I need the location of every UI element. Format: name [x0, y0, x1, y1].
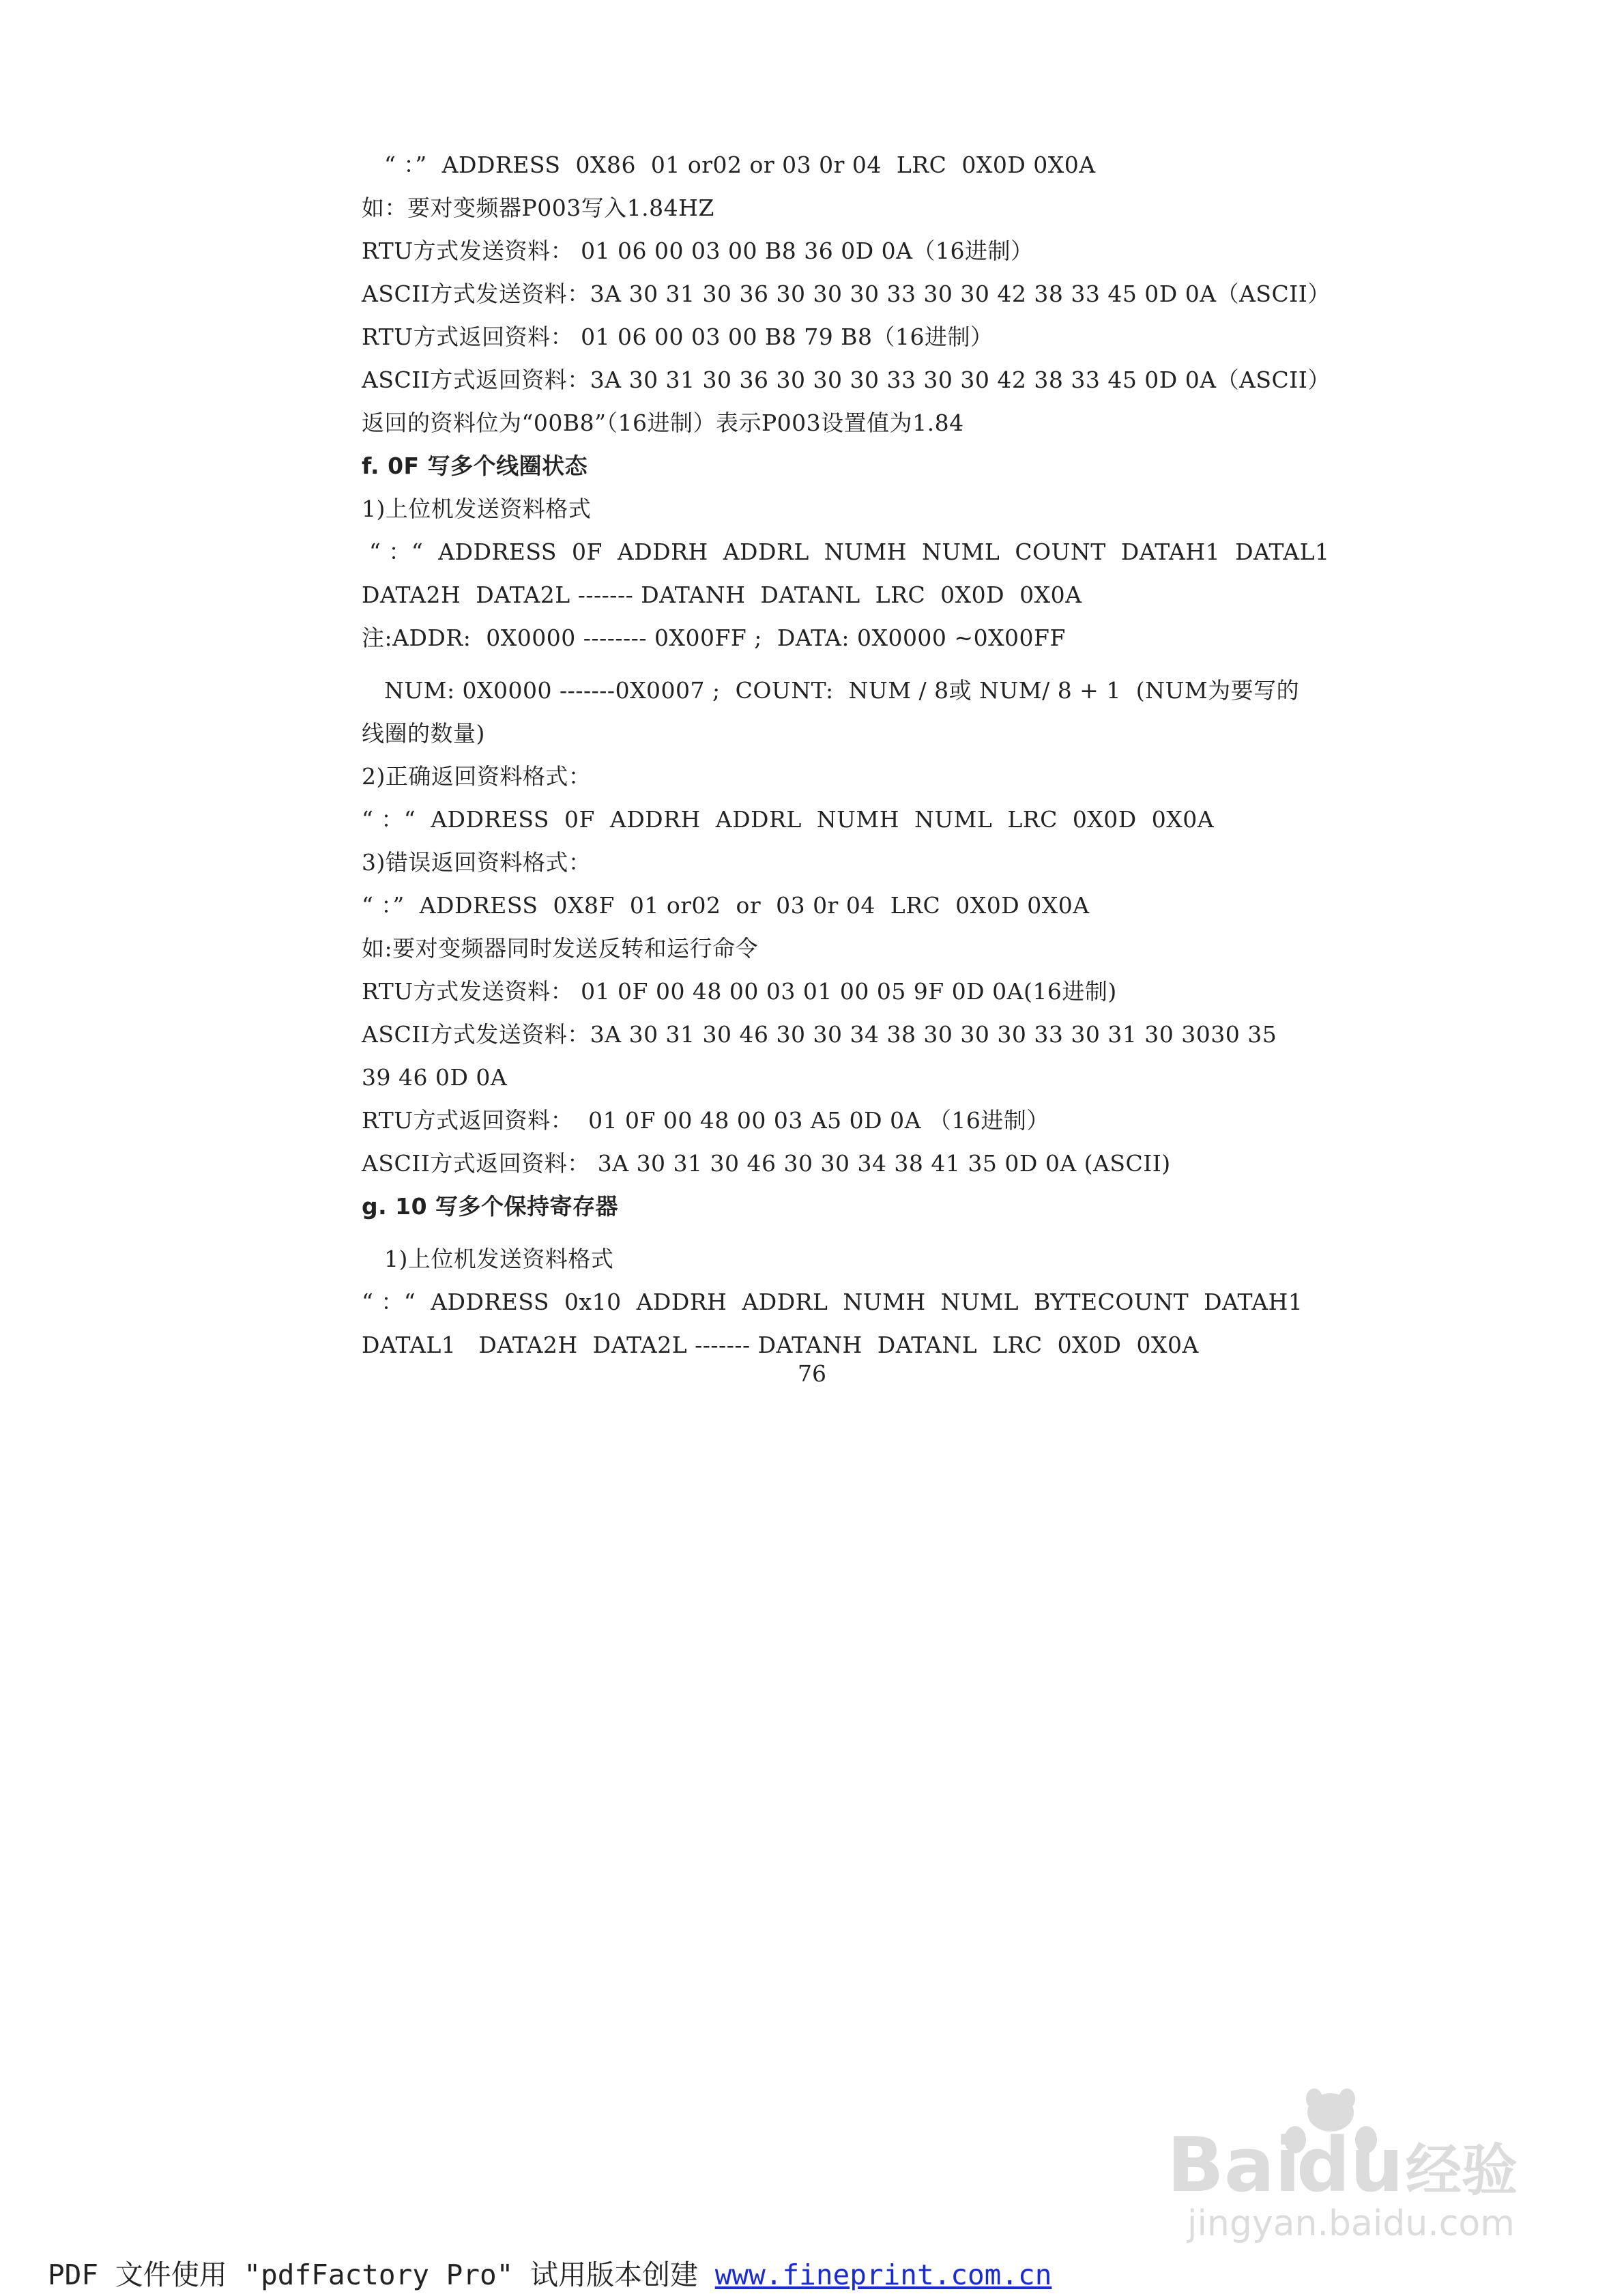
rtu-return-line: RTU方式返回资料： 01 06 00 03 00 B8 79 B8（16进制）: [362, 324, 994, 350]
error-format-line: “ ：” ADDRESS 0X86 01 or02 or 03 0r 04 LRC 0X0D 0X0A: [362, 152, 1096, 178]
send-format-line-1: “ ：“ ADDRESS 0F ADDRH ADDRL NUMH NUML COUNT DATAH1 DATAL1: [362, 539, 1330, 565]
ascii-return-line-2: ASCII方式返回资料： 3A 30 31 30 46 30 30 34 38 41 35 0D 0A (ASCII): [362, 1150, 1171, 1177]
section-heading-f: f. 0F 写多个线圈状态: [362, 453, 588, 479]
send-format-line-g1: “ ：“ ADDRESS 0x10 ADDRH ADDRL NUMH NUML BYTECOUNT DATAH1: [362, 1289, 1303, 1315]
ascii-send-line-2: ASCII方式发送资料：3A 30 31 30 46 30 30 34 38 30 30 30 33 30 31 30 3030 35: [362, 1021, 1277, 1048]
fineprint-link[interactable]: www.fineprint.com.cn: [714, 2258, 1052, 2291]
pdf-footer: [48, 2252, 1052, 2293]
note-addr-line: 注:ADDR: 0X0000 -------- 0X00FF ; DATA: 0X0000 ~0X00FF: [362, 625, 1066, 651]
note-num-line-cont: 线圈的数量): [362, 720, 485, 747]
example-heading-2: 如:要对变频器同时发送反转和运行命令: [362, 935, 759, 962]
error-return-label: 3)错误返回资料格式：: [362, 849, 592, 876]
section-heading-g: g. 10 写多个保持寄存器: [362, 1193, 619, 1220]
svg-text:经验: 经验: [1406, 2138, 1518, 2203]
return-explanation: 返回的资料位为“00B8”（16进制）表示P003设置值为1.84: [362, 410, 964, 436]
rtu-return-line-2: RTU方式返回资料： 01 0F 00 48 00 03 A5 0D 0A （16进制）: [362, 1107, 1049, 1134]
correct-return-label: 2)正确返回资料格式：: [362, 763, 592, 790]
send-format-line-2: DATA2H DATA2L ------- DATANH DATANL LRC 0X0D 0X0A: [362, 582, 1082, 608]
host-send-format-label: 1)上位机发送资料格式: [362, 496, 592, 522]
error-return-format: “ ：” ADDRESS 0X8F 01 or02 or 03 0r 04 LRC 0X0D 0X0A: [362, 892, 1090, 919]
send-format-line-g2: DATAL1 DATA2H DATA2L ------- DATANH DATANL LRC 0X0D 0X0A: [362, 1332, 1199, 1358]
example-heading: 如：要对变频器P003写入1.84HZ: [362, 195, 714, 221]
svg-text:Bai: Bai: [1167, 2121, 1301, 2209]
rtu-send-line-2: RTU方式发送资料： 01 0F 00 48 00 03 01 00 05 9F 0D 0A(16进制): [362, 978, 1117, 1005]
ascii-send-line-2-cont: 39 46 0D 0A: [362, 1064, 508, 1091]
ascii-return-line: ASCII方式返回资料：3A 30 31 30 36 30 30 30 33 30 30 42 38 33 45 0D 0A（ASCII）: [362, 367, 1331, 393]
footer-text: PDF 文件使用 "pdfFactory Pro" 试用版本创建: [48, 2258, 715, 2291]
baidu-jingyan-watermark: [1160, 2075, 1542, 2245]
watermark-site: jingyan.baidu.com: [1187, 2203, 1515, 2244]
host-send-format-label-2: 1)上位机发送资料格式: [362, 1246, 614, 1272]
correct-return-format: “ ：“ ADDRESS 0F ADDRH ADDRL NUMH NUML LRC 0X0D 0X0A: [362, 806, 1215, 833]
rtu-send-line: RTU方式发送资料： 01 06 00 03 00 B8 36 0D 0A（16进制）: [362, 238, 1034, 264]
ascii-send-line: ASCII方式发送资料：3A 30 31 30 36 30 30 30 33 30 30 42 38 33 45 0D 0A（ASCII）: [362, 281, 1331, 307]
page-number: 76: [798, 1360, 826, 1387]
note-num-line: NUM: 0X0000 -------0X0007 ; COUNT: NUM / 8或 NUM/ 8 + 1 (NUM为要写的: [362, 677, 1300, 704]
svg-text:du: du: [1296, 2121, 1404, 2209]
